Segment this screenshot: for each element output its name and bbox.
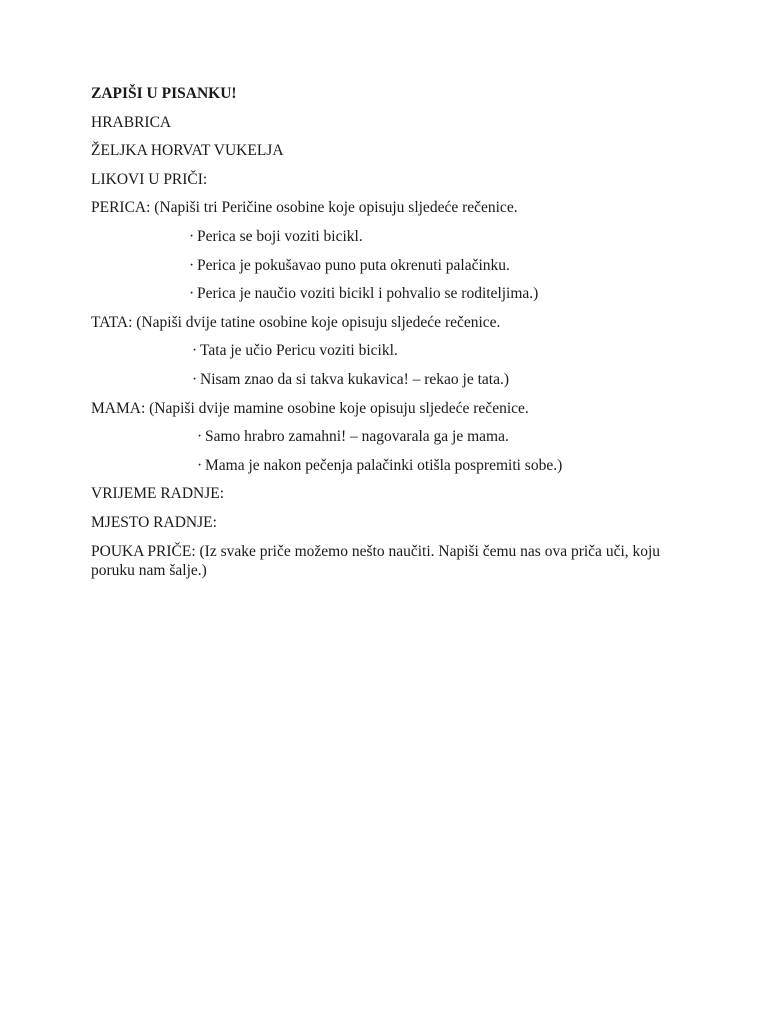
list-item <box>91 456 691 475</box>
list-item <box>91 256 691 275</box>
place-label: MJESTO RADNJE: <box>91 513 217 531</box>
story-title: HRABRICA <box>91 113 172 131</box>
time-label: VRIJEME RADNJE: <box>91 485 225 503</box>
list-item <box>91 284 691 303</box>
list-item-text: Mama je nakon pečenja palačinki otišla pospremiti sobe.) <box>205 456 563 474</box>
tata-intro: TATA: (Napiši dvije tatine osobine koje opisuju sljedeće rečenice. <box>91 313 501 331</box>
list-item <box>91 341 691 360</box>
bullet-icon: · <box>197 456 203 474</box>
list-item-text: Perica je pokušavao puno puta okrenuti palačinku. <box>197 256 510 274</box>
characters-label: LIKOVI U PRIČI: <box>91 170 208 188</box>
list-item-text: Perica je naučio voziti bicikl i pohvalio se roditeljima.) <box>197 285 539 303</box>
list-item-text: Nisam znao da si takva kukavica! – rekao je tata.) <box>200 370 510 388</box>
bullet-icon: · <box>189 227 195 245</box>
bullet-icon: · <box>189 256 195 274</box>
list-item <box>91 227 691 246</box>
perica-intro: PERICA: (Napiši tri Peričine osobine koje opisuju sljedeće rečenice. <box>91 199 518 217</box>
moral-paragraph: POUKA PRIČE: (Iz svake priče možemo nešto naučiti. Napiši čemu nas ova priča uči, koju poruku nam šalje.) <box>91 542 661 579</box>
bullet-icon: · <box>197 428 203 446</box>
list-item-text: Tata je učio Pericu voziti bicikl. <box>200 342 398 360</box>
author-name: ŽELJKA HORVAT VUKELJA <box>91 142 284 160</box>
mama-intro: MAMA: (Napiši dvije mamine osobine koje opisuju sljedeće rečenice. <box>91 399 529 417</box>
list-item <box>91 427 691 446</box>
bullet-icon: · <box>189 285 195 303</box>
bullet-icon: · <box>192 370 198 388</box>
list-item-text: Perica se boji voziti bicikl. <box>197 227 363 245</box>
list-item <box>91 370 691 389</box>
bullet-icon: · <box>192 342 198 360</box>
list-item-text: Samo hrabro zamahni! – nagovarala ga je mama. <box>205 428 509 446</box>
heading: ZAPIŠI U PISANKU! <box>91 85 237 102</box>
document-body <box>91 84 691 589</box>
